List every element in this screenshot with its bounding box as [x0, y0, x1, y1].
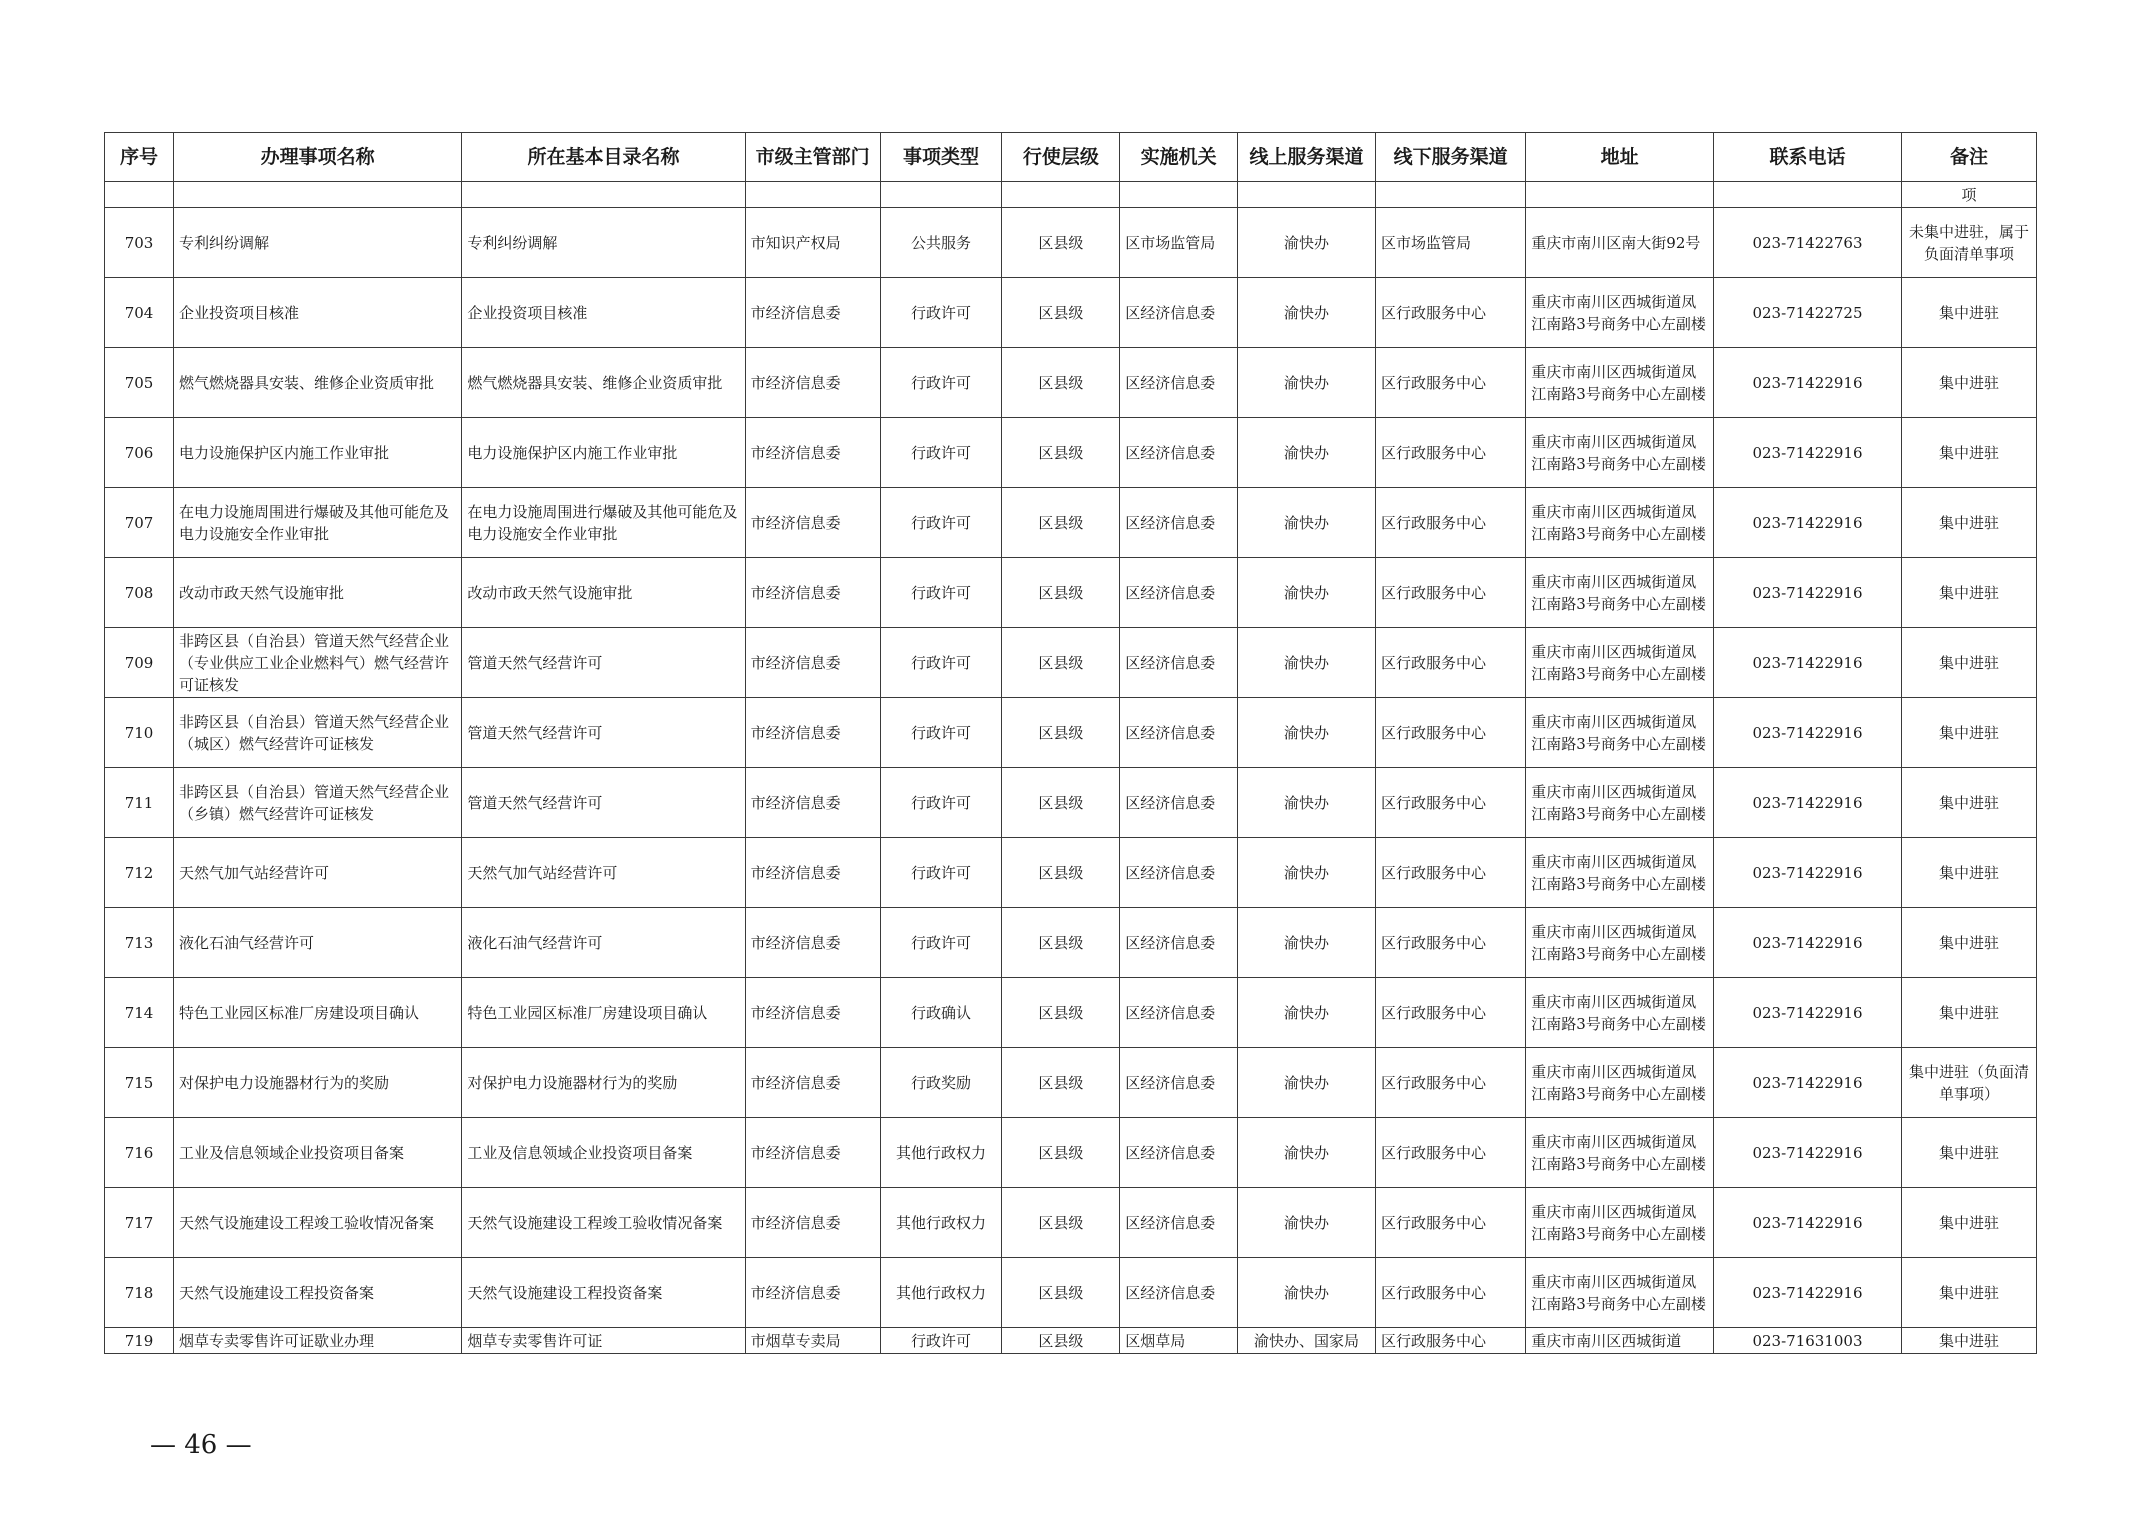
- cell-address: 重庆市南川区西城街道凤江南路3号商务中心左副楼: [1526, 978, 1714, 1048]
- table-row: [105, 628, 2037, 698]
- cell-phone: 023-71422916: [1714, 978, 1902, 1048]
- cell-phone: 023-71422916: [1714, 1118, 1902, 1188]
- cell-dept: 市经济信息委: [745, 348, 880, 418]
- cell-level: 区县级: [1002, 1258, 1120, 1328]
- table-row: [105, 488, 2037, 558]
- cell-offline: 区行政服务中心: [1376, 1048, 1526, 1118]
- cell-note: 集中进驻: [1901, 278, 2036, 348]
- cell-address: 重庆市南川区西城街道凤江南路3号商务中心左副楼: [1526, 1118, 1714, 1188]
- cell-online: 渝快办: [1237, 1188, 1375, 1258]
- header-row: [105, 133, 2037, 182]
- cell-agency: 区经济信息委: [1120, 418, 1238, 488]
- cell-phone: 023-71422725: [1714, 278, 1902, 348]
- cell-agency: 区经济信息委: [1120, 838, 1238, 908]
- cell-catalog: 天然气设施建设工程竣工验收情况备案: [462, 1188, 745, 1258]
- cell-catalog: 专利纠纷调解: [462, 208, 745, 278]
- cell-online: 渝快办: [1237, 838, 1375, 908]
- cell-dept: 市经济信息委: [745, 908, 880, 978]
- cell-agency: 区经济信息委: [1120, 698, 1238, 768]
- cell-name: 在电力设施周围进行爆破及其他可能危及电力设施安全作业审批: [174, 488, 462, 558]
- cell-level: 区县级: [1002, 1048, 1120, 1118]
- cell-phone: 023-71422916: [1714, 558, 1902, 628]
- cell-offline: 区行政服务中心: [1376, 278, 1526, 348]
- cell-dept: 市经济信息委: [745, 1258, 880, 1328]
- cell-type: 行政许可: [880, 768, 1002, 838]
- cell-type: 行政确认: [880, 978, 1002, 1048]
- cell-offline: 区行政服务中心: [1376, 1328, 1526, 1354]
- cell-level: 区县级: [1002, 418, 1120, 488]
- cell-address: 重庆市南川区西城街道凤江南路3号商务中心左副楼: [1526, 348, 1714, 418]
- header-type: 事项类型: [880, 133, 1002, 182]
- cell-online: 渝快办: [1237, 1258, 1375, 1328]
- cell-address: 重庆市南川区西城街道凤江南路3号商务中心左副楼: [1526, 628, 1714, 698]
- cell-offline: 区行政服务中心: [1376, 628, 1526, 698]
- cell-dept: 市经济信息委: [745, 558, 880, 628]
- header-agency: 实施机关: [1120, 133, 1238, 182]
- cell-online: 渝快办: [1237, 698, 1375, 768]
- cell-name: 特色工业园区标准厂房建设项目确认: [174, 978, 462, 1048]
- table-row: [105, 908, 2037, 978]
- cell-note: 集中进驻: [1901, 698, 2036, 768]
- cell-online: 渝快办: [1237, 908, 1375, 978]
- cell-phone: 023-71422916: [1714, 838, 1902, 908]
- cell-online: 渝快办: [1237, 278, 1375, 348]
- cell-name: 改动市政天然气设施审批: [174, 558, 462, 628]
- cell-catalog: 天然气加气站经营许可: [462, 838, 745, 908]
- cell-online: 渝快办: [1237, 418, 1375, 488]
- table-row: [105, 1258, 2037, 1328]
- cell-address: 重庆市南川区西城街道凤江南路3号商务中心左副楼: [1526, 838, 1714, 908]
- cell-dept: 市经济信息委: [745, 978, 880, 1048]
- cell-address: 重庆市南川区西城街道凤江南路3号商务中心左副楼: [1526, 1048, 1714, 1118]
- cell-note: 集中进驻: [1901, 558, 2036, 628]
- cell-catalog: 液化石油气经营许可: [462, 908, 745, 978]
- cell-level: 区县级: [1002, 278, 1120, 348]
- cell-agency: 区经济信息委: [1120, 1258, 1238, 1328]
- cell-note: 集中进驻（负面清单事项）: [1901, 1048, 2036, 1118]
- cell-type: 行政许可: [880, 698, 1002, 768]
- cell-phone: 023-71422916: [1714, 1188, 1902, 1258]
- cell-no: 709: [105, 628, 174, 698]
- table-row: [105, 1188, 2037, 1258]
- cell-no: 710: [105, 698, 174, 768]
- cell-level: 区县级: [1002, 1118, 1120, 1188]
- cell-dept: 市经济信息委: [745, 488, 880, 558]
- table-row: [105, 698, 2037, 768]
- cell-dept: 市经济信息委: [745, 838, 880, 908]
- cell-catalog: 燃气燃烧器具安装、维修企业资质审批: [462, 348, 745, 418]
- cell-online: 渝快办: [1237, 1048, 1375, 1118]
- page-number: — 46 —: [150, 1430, 252, 1460]
- cell-agency: 区经济信息委: [1120, 558, 1238, 628]
- cell-phone: 023-71422916: [1714, 698, 1902, 768]
- cell-note: 集中进驻: [1901, 908, 2036, 978]
- cell-agency: 区经济信息委: [1120, 978, 1238, 1048]
- cell-address: 重庆市南川区西城街道凤江南路3号商务中心左副楼: [1526, 418, 1714, 488]
- cell-catalog: 特色工业园区标准厂房建设项目确认: [462, 978, 745, 1048]
- cell-type: 行政许可: [880, 418, 1002, 488]
- cell-phone: 023-71422916: [1714, 768, 1902, 838]
- cell-type: 公共服务: [880, 208, 1002, 278]
- cell-no: 718: [105, 1258, 174, 1328]
- table-row: [105, 978, 2037, 1048]
- cell-dept: 市烟草专卖局: [745, 1328, 880, 1354]
- cell-online: 渝快办: [1237, 558, 1375, 628]
- header-no: 序号: [105, 133, 174, 182]
- cell-catalog: 烟草专卖零售许可证: [462, 1328, 745, 1354]
- cell-offline: 区行政服务中心: [1376, 418, 1526, 488]
- cell-agency: 区经济信息委: [1120, 348, 1238, 418]
- cell-agency: 区经济信息委: [1120, 1188, 1238, 1258]
- table-body: [105, 182, 2037, 1354]
- cell-no: 712: [105, 838, 174, 908]
- cell-type: 行政许可: [880, 908, 1002, 978]
- cell-level: 区县级: [1002, 488, 1120, 558]
- cell-no: 714: [105, 978, 174, 1048]
- cell-name: 液化石油气经营许可: [174, 908, 462, 978]
- cell-offline: 区行政服务中心: [1376, 348, 1526, 418]
- cell-catalog: 管道天然气经营许可: [462, 768, 745, 838]
- cell-address: 重庆市南川区西城街道: [1526, 1328, 1714, 1354]
- cell-offline: 区市场监管局: [1376, 208, 1526, 278]
- cell-dept: 市经济信息委: [745, 278, 880, 348]
- cell-no: 711: [105, 768, 174, 838]
- cell-agency: 区经济信息委: [1120, 488, 1238, 558]
- cell-address: 重庆市南川区西城街道凤江南路3号商务中心左副楼: [1526, 278, 1714, 348]
- cell-agency: 区经济信息委: [1120, 768, 1238, 838]
- cell-no: 707: [105, 488, 174, 558]
- cell-note: 集中进驻: [1901, 1258, 2036, 1328]
- cell-catalog: 企业投资项目核准: [462, 278, 745, 348]
- cell-catalog: 对保护电力设施器材行为的奖励: [462, 1048, 745, 1118]
- cell-name: 对保护电力设施器材行为的奖励: [174, 1048, 462, 1118]
- table-row: [105, 208, 2037, 278]
- cell-level: 区县级: [1002, 208, 1120, 278]
- table-row: [105, 348, 2037, 418]
- table-row: [105, 558, 2037, 628]
- cell-phone: 023-71422916: [1714, 628, 1902, 698]
- cell-type: 行政许可: [880, 278, 1002, 348]
- cell-name: 烟草专卖零售许可证歇业办理: [174, 1328, 462, 1354]
- cell-phone: 023-71422916: [1714, 1048, 1902, 1118]
- cell-address: 重庆市南川区西城街道凤江南路3号商务中心左副楼: [1526, 488, 1714, 558]
- cell-phone: 023-71422763: [1714, 208, 1902, 278]
- cell-no: 719: [105, 1328, 174, 1354]
- cell-type: 行政奖励: [880, 1048, 1002, 1118]
- continuation-note: 项: [1901, 182, 2036, 208]
- cell-name: 工业及信息领域企业投资项目备案: [174, 1118, 462, 1188]
- cell-online: 渝快办: [1237, 208, 1375, 278]
- cell-dept: 市经济信息委: [745, 1188, 880, 1258]
- cell-note: 集中进驻: [1901, 1328, 2036, 1354]
- cell-agency: 区烟草局: [1120, 1328, 1238, 1354]
- header-phone: 联系电话: [1714, 133, 1902, 182]
- cell-type: 行政许可: [880, 1328, 1002, 1354]
- cell-offline: 区行政服务中心: [1376, 1258, 1526, 1328]
- cell-type: 行政许可: [880, 348, 1002, 418]
- header-dept: 市级主管部门: [745, 133, 880, 182]
- header-level: 行使层级: [1002, 133, 1120, 182]
- cell-name: 天然气设施建设工程投资备案: [174, 1258, 462, 1328]
- cell-offline: 区行政服务中心: [1376, 488, 1526, 558]
- cell-address: 重庆市南川区西城街道凤江南路3号商务中心左副楼: [1526, 768, 1714, 838]
- cell-offline: 区行政服务中心: [1376, 978, 1526, 1048]
- cell-catalog: 工业及信息领域企业投资项目备案: [462, 1118, 745, 1188]
- cell-no: 717: [105, 1188, 174, 1258]
- cell-agency: 区经济信息委: [1120, 628, 1238, 698]
- cell-dept: 市知识产权局: [745, 208, 880, 278]
- cell-offline: 区行政服务中心: [1376, 1188, 1526, 1258]
- cell-note: 集中进驻: [1901, 418, 2036, 488]
- table-row: [105, 1048, 2037, 1118]
- cell-address: 重庆市南川区西城街道凤江南路3号商务中心左副楼: [1526, 1258, 1714, 1328]
- cell-agency: 区经济信息委: [1120, 278, 1238, 348]
- cell-catalog: 管道天然气经营许可: [462, 698, 745, 768]
- cell-name: 非跨区县（自治县）管道天然气经营企业（城区）燃气经营许可证核发: [174, 698, 462, 768]
- cell-name: 燃气燃烧器具安装、维修企业资质审批: [174, 348, 462, 418]
- header-catalog: 所在基本目录名称: [462, 133, 745, 182]
- cell-note: 集中进驻: [1901, 978, 2036, 1048]
- cell-no: 713: [105, 908, 174, 978]
- cell-catalog: 在电力设施周围进行爆破及其他可能危及电力设施安全作业审批: [462, 488, 745, 558]
- cell-note: 集中进驻: [1901, 768, 2036, 838]
- cell-level: 区县级: [1002, 628, 1120, 698]
- cell-type: 行政许可: [880, 558, 1002, 628]
- cell-type: 行政许可: [880, 628, 1002, 698]
- cell-note: 集中进驻: [1901, 838, 2036, 908]
- cell-dept: 市经济信息委: [745, 1118, 880, 1188]
- cell-note: 集中进驻: [1901, 1118, 2036, 1188]
- cell-name: 天然气加气站经营许可: [174, 838, 462, 908]
- cell-level: 区县级: [1002, 908, 1120, 978]
- header-note: 备注: [1901, 133, 2036, 182]
- table-row: [105, 278, 2037, 348]
- cell-address: 重庆市南川区西城街道凤江南路3号商务中心左副楼: [1526, 558, 1714, 628]
- cell-name: 非跨区县（自治县）管道天然气经营企业（乡镇）燃气经营许可证核发: [174, 768, 462, 838]
- cell-dept: 市经济信息委: [745, 628, 880, 698]
- cell-phone: 023-71422916: [1714, 1258, 1902, 1328]
- cell-agency: 区经济信息委: [1120, 1118, 1238, 1188]
- cell-online: 渝快办: [1237, 488, 1375, 558]
- cell-address: 重庆市南川区西城街道凤江南路3号商务中心左副楼: [1526, 1188, 1714, 1258]
- cell-dept: 市经济信息委: [745, 698, 880, 768]
- cell-address: 重庆市南川区南大街92号: [1526, 208, 1714, 278]
- cell-offline: 区行政服务中心: [1376, 698, 1526, 768]
- cell-phone: 023-71631003: [1714, 1328, 1902, 1354]
- table-row: [105, 1328, 2037, 1354]
- cell-no: 716: [105, 1118, 174, 1188]
- cell-type: 行政许可: [880, 838, 1002, 908]
- cell-catalog: 改动市政天然气设施审批: [462, 558, 745, 628]
- cell-dept: 市经济信息委: [745, 768, 880, 838]
- table-row: [105, 838, 2037, 908]
- header-name: 办理事项名称: [174, 133, 462, 182]
- cell-name: 电力设施保护区内施工作业审批: [174, 418, 462, 488]
- table-row: [105, 418, 2037, 488]
- cell-note: 集中进驻: [1901, 1188, 2036, 1258]
- cell-agency: 区市场监管局: [1120, 208, 1238, 278]
- cell-level: 区县级: [1002, 838, 1120, 908]
- cell-level: 区县级: [1002, 768, 1120, 838]
- cell-note: 未集中进驻，属于负面清单事项: [1901, 208, 2036, 278]
- header-address: 地址: [1526, 133, 1714, 182]
- cell-online: 渝快办: [1237, 768, 1375, 838]
- cell-online: 渝快办: [1237, 628, 1375, 698]
- cell-address: 重庆市南川区西城街道凤江南路3号商务中心左副楼: [1526, 908, 1714, 978]
- cell-offline: 区行政服务中心: [1376, 838, 1526, 908]
- table-row: [105, 768, 2037, 838]
- matters-table: [104, 132, 2037, 1354]
- cell-name: 企业投资项目核准: [174, 278, 462, 348]
- header-offline: 线下服务渠道: [1376, 133, 1526, 182]
- cell-type: 行政许可: [880, 488, 1002, 558]
- cell-level: 区县级: [1002, 558, 1120, 628]
- cell-type: 其他行政权力: [880, 1188, 1002, 1258]
- cell-type: 其他行政权力: [880, 1118, 1002, 1188]
- cell-phone: 023-71422916: [1714, 908, 1902, 978]
- cell-phone: 023-71422916: [1714, 348, 1902, 418]
- cell-level: 区县级: [1002, 348, 1120, 418]
- cell-no: 703: [105, 208, 174, 278]
- cell-offline: 区行政服务中心: [1376, 558, 1526, 628]
- cell-dept: 市经济信息委: [745, 418, 880, 488]
- cell-offline: 区行政服务中心: [1376, 908, 1526, 978]
- cell-no: 705: [105, 348, 174, 418]
- cell-phone: 023-71422916: [1714, 488, 1902, 558]
- cell-agency: 区经济信息委: [1120, 1048, 1238, 1118]
- cell-online: 渝快办: [1237, 348, 1375, 418]
- cell-catalog: 管道天然气经营许可: [462, 628, 745, 698]
- cell-level: 区县级: [1002, 978, 1120, 1048]
- cell-dept: 市经济信息委: [745, 1048, 880, 1118]
- cell-no: 708: [105, 558, 174, 628]
- cell-address: 重庆市南川区西城街道凤江南路3号商务中心左副楼: [1526, 698, 1714, 768]
- header-online: 线上服务渠道: [1237, 133, 1375, 182]
- cell-catalog: 电力设施保护区内施工作业审批: [462, 418, 745, 488]
- cell-level: 区县级: [1002, 1188, 1120, 1258]
- cell-name: 专利纠纷调解: [174, 208, 462, 278]
- cell-note: 集中进驻: [1901, 628, 2036, 698]
- cell-name: 非跨区县（自治县）管道天然气经营企业（专业供应工业企业燃料气）燃气经营许可证核发: [174, 628, 462, 698]
- table-row: [105, 1118, 2037, 1188]
- cell-no: 715: [105, 1048, 174, 1118]
- cell-name: 天然气设施建设工程竣工验收情况备案: [174, 1188, 462, 1258]
- cell-level: 区县级: [1002, 698, 1120, 768]
- cell-agency: 区经济信息委: [1120, 908, 1238, 978]
- cell-catalog: 天然气设施建设工程投资备案: [462, 1258, 745, 1328]
- cell-type: 其他行政权力: [880, 1258, 1002, 1328]
- cell-online: 渝快办: [1237, 1118, 1375, 1188]
- cell-online: 渝快办: [1237, 978, 1375, 1048]
- cell-offline: 区行政服务中心: [1376, 768, 1526, 838]
- cell-no: 704: [105, 278, 174, 348]
- cell-phone: 023-71422916: [1714, 418, 1902, 488]
- continuation-row: [105, 182, 2037, 208]
- cell-online: 渝快办、国家局: [1237, 1328, 1375, 1354]
- cell-no: 706: [105, 418, 174, 488]
- cell-level: 区县级: [1002, 1328, 1120, 1354]
- cell-note: 集中进驻: [1901, 488, 2036, 558]
- cell-note: 集中进驻: [1901, 348, 2036, 418]
- cell-offline: 区行政服务中心: [1376, 1118, 1526, 1188]
